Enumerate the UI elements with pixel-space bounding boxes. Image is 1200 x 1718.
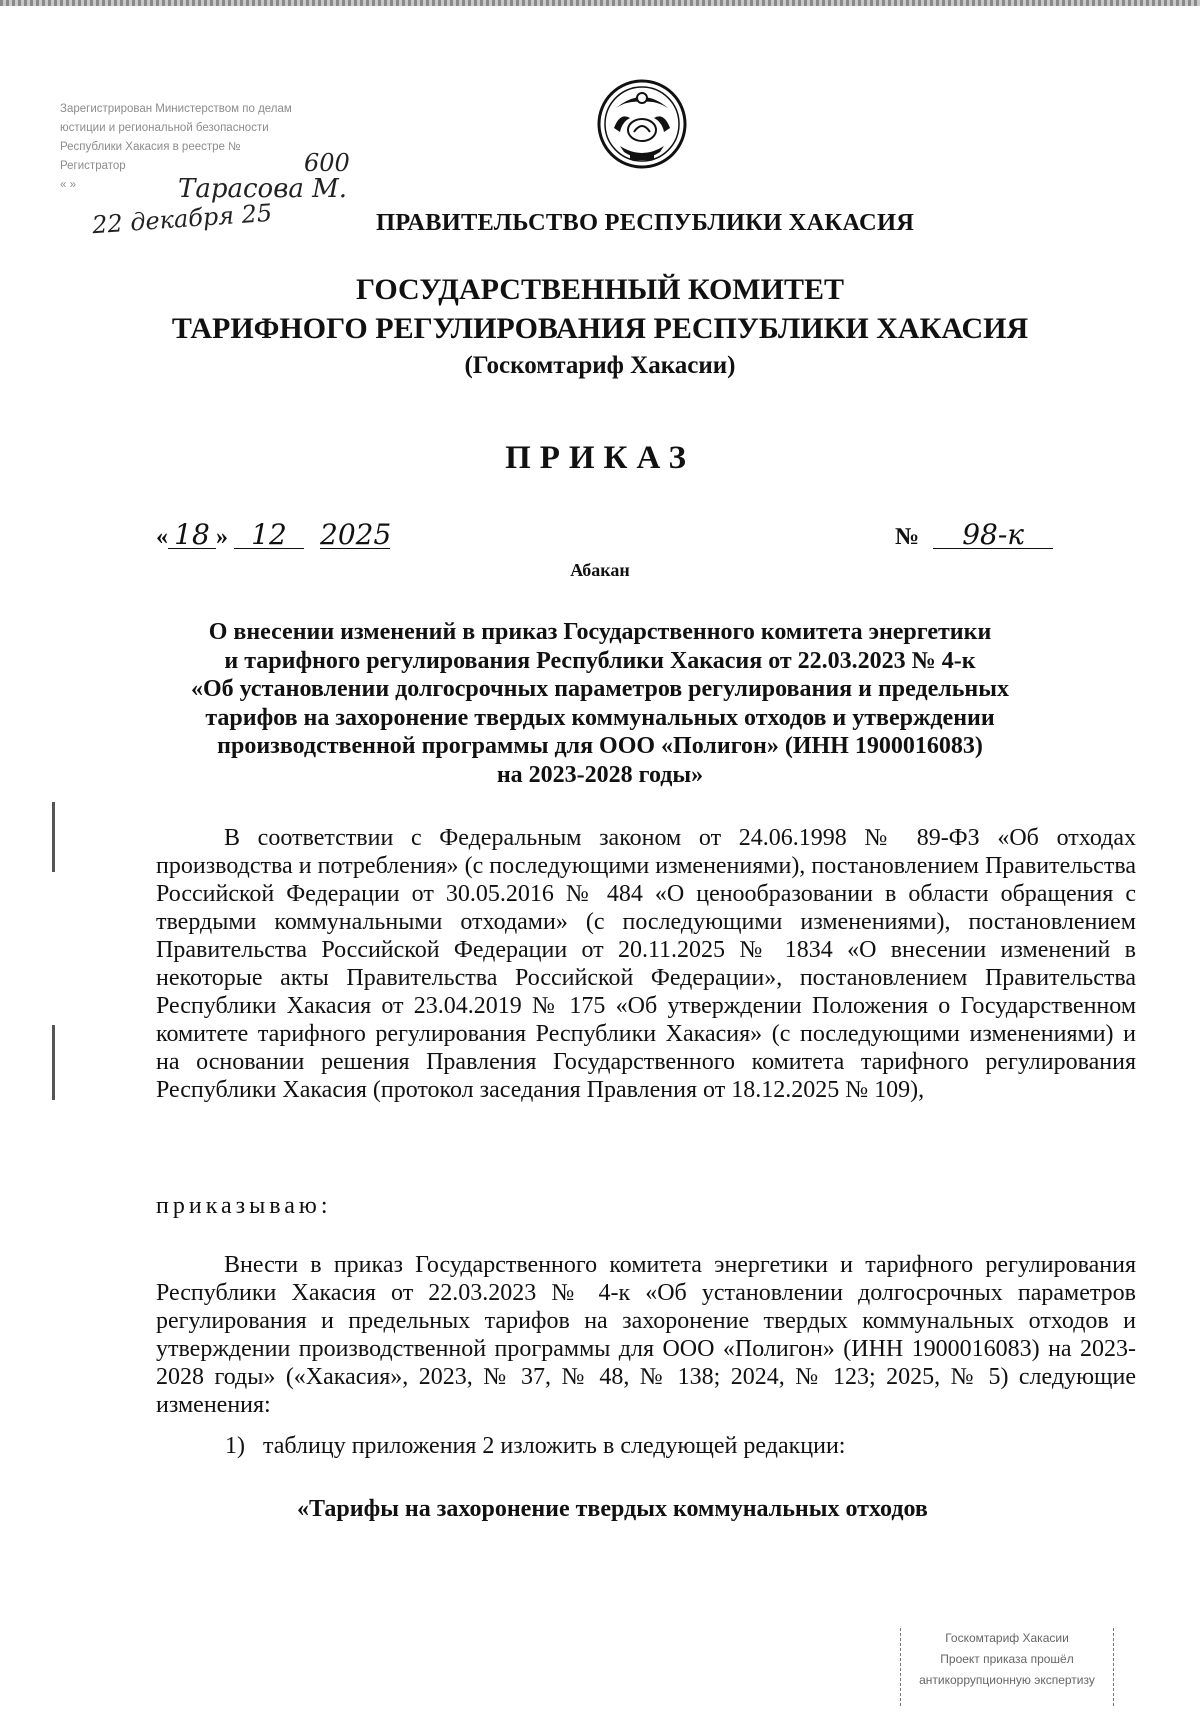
stamp-line: Госкомтариф Хакасии — [945, 1631, 1069, 1645]
preamble-text: В соответствии с Федеральным законом от 24.06.1998 № 89-ФЗ «Об отходах производства и потребления» (с последующими изменениями), постановлением Правительства Российской Федерации от 30.05.2016 № 484 «О ценообразовании в области обращения с твердыми коммунальными отходами» (с последующими изменениями), постановлением Правительства Российской Федерации от 20.11.2025 № 1834 «О внесении изменений в некоторые акты Правительства Российской Федерации», постановлением Правительства Республики Хакасия от 23.04.2019 № 175 «Об утверждении Положения о Государственном комитете тарифного регулирования Республики Хакасия» (с последующими изменениями) и на основании решения Правления Государственного комитета тарифного регулирования Республики Хакасия (протокол заседания Правления от 18.12.2025 № 109), — [156, 825, 1136, 1103]
order-title — [140, 618, 1060, 789]
document-type: ПРИКАЗ — [505, 440, 695, 476]
margin-binding-mark — [52, 1025, 55, 1100]
title-line: производственной программы для ООО «Полигон» (ИНН 1900016083) — [217, 733, 983, 759]
title-line: О внесении изменений в приказ Государственного комитета энергетики — [208, 619, 992, 645]
stamp-line: Республики Хакасия в реестре № — [60, 141, 241, 153]
coat-of-arms-emblem — [596, 78, 688, 170]
date-year: 2025 — [320, 518, 392, 551]
order-word: приказываю: — [156, 1193, 332, 1219]
list-item — [225, 1433, 845, 1460]
stamp-date: 22 декабря 25 — [91, 198, 274, 240]
committee-abbreviation: (Госкомтариф Хакасии) — [464, 352, 736, 379]
title-line: тарифов на захоронение твердых коммунальных отходов и утверждении — [205, 704, 995, 731]
committee-line: ТАРИФНОГО РЕГУЛИРОВАНИЯ РЕСПУБЛИКИ ХАКАСИЯ — [171, 312, 1029, 345]
stamp-line: Регистратор — [60, 160, 126, 172]
body-paragraph — [156, 1251, 1136, 1419]
scan-top-edge — [0, 0, 1200, 6]
number-label: № — [895, 524, 920, 550]
title-line: «Об установлении долгосрочных параметров регулирования и предельных — [191, 676, 1009, 702]
order-number — [895, 518, 1053, 551]
date-close-quote: » — [216, 524, 228, 550]
preamble-paragraph — [156, 824, 1136, 1104]
table-subheading: «Тарифы на захоронение твердых коммунальных отходов — [297, 1496, 928, 1522]
date-open-quote: « — [156, 524, 168, 550]
item-text: таблицу приложения 2 изложить в следующей редакции: — [263, 1433, 846, 1459]
stamp-signature: Тарасова М. — [178, 174, 347, 204]
number-value: 98-к — [933, 522, 1053, 549]
item-number: 1) — [225, 1433, 245, 1459]
registration-stamp — [60, 100, 395, 280]
government-name: ПРАВИТЕЛЬСТВО РЕСПУБЛИКИ ХАКАСИЯ — [376, 209, 915, 236]
stamp-reg-number: 600 — [304, 149, 350, 177]
date-day: 18 — [168, 522, 216, 549]
stamp-line: « » — [60, 179, 76, 191]
body-text: Внести в приказ Государственного комитета энергетики и тарифного регулирования Республики Хакасия от 22.03.2023 № 4-к «Об установлении долгосрочных параметров регулирования и предельных тарифов на захоронение твердых коммунальных отходов и утверждении производственной программы для ООО «Полигон» (ИНН 1900016083) на 2023-2028 годы» («Хакасия», 2023, № 37, № 48, № 138; 2024, № 123; 2025, № 5) следующие изменения: — [156, 1252, 1136, 1418]
committee-header — [0, 270, 1200, 384]
city: Абакан — [570, 560, 630, 580]
margin-binding-mark — [52, 802, 55, 872]
title-line: на 2023-2028 годы» — [496, 761, 704, 788]
date-month: 12 — [234, 522, 304, 549]
title-line: и тарифного регулирования Республики Хакасия от 22.03.2023 № 4-к — [224, 647, 976, 674]
stamp-line: Проект приказа прошёл — [940, 1652, 1074, 1666]
stamp-line: Зарегистрирован Министерством по делам — [60, 103, 292, 115]
order-date — [156, 518, 392, 551]
stamp-line: юстиции и региональной безопасности — [60, 122, 269, 134]
anticorruption-stamp — [900, 1628, 1114, 1706]
committee-line: ГОСУДАРСТВЕННЫЙ КОМИТЕТ — [356, 273, 844, 306]
stamp-line: антикоррупционную экспертизу — [919, 1673, 1095, 1687]
